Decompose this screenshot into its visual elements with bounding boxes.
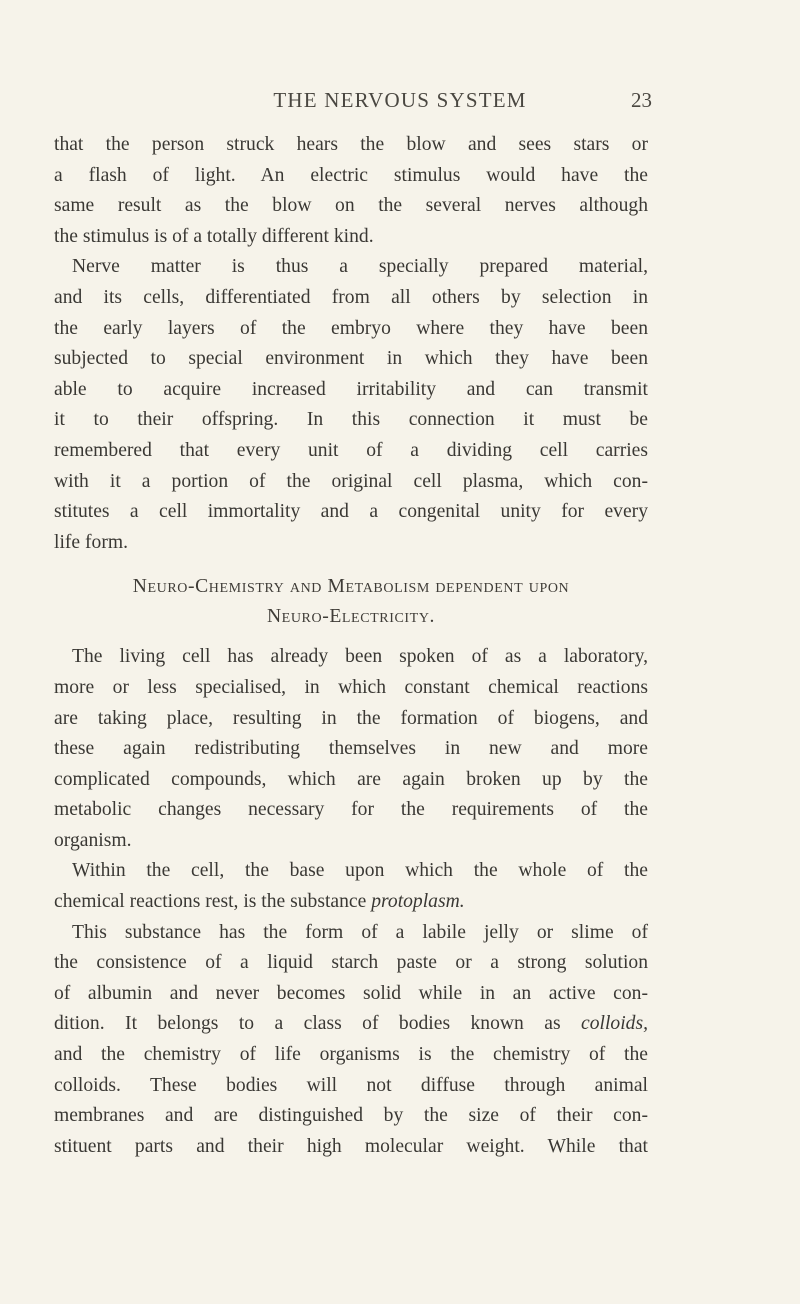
text-line: and its cells, differentiated from all others by selection in [54, 286, 648, 308]
text-line: life form. [54, 531, 128, 553]
text-line: are taking place, resulting in the formation of biogens, and [54, 707, 648, 729]
page-number: 23 [631, 88, 652, 112]
text-run: chemical reactions rest, is the substance [54, 891, 372, 913]
text-line: The living cell has already been spoken of as a laboratory, [72, 646, 648, 668]
text-line: same result as the blow on the several nerves although [54, 195, 648, 217]
running-title: THE NERVOUS SYSTEM [273, 88, 527, 112]
text-run: dition. It belongs to a class of bodies known as [54, 1013, 582, 1035]
text-line: membranes and are distinguished by the size of their con- [54, 1105, 648, 1127]
paragraph-living-cell [54, 642, 648, 856]
text-line [54, 887, 648, 918]
text-line: remembered that every unit of a dividing cell carries [54, 439, 648, 461]
text-line: stituent parts and their high molecular weight. While that [54, 1135, 648, 1157]
paragraph-continuation [54, 130, 648, 252]
italic-term-colloids: colloids, [581, 1013, 648, 1035]
text-line: subjected to special environment in which they have been [54, 348, 648, 370]
text-line: metabolic changes necessary for the requirements of the [54, 799, 648, 821]
text-line: with it a portion of the original cell plasma, which con- [54, 470, 648, 492]
section-heading-line-1: Neuro-Chemistry and Metabolism dependent upon [132, 576, 570, 598]
section-heading-line-2: Neuro-Electricity. [266, 606, 436, 628]
text-line: these again redistributing themselves in new and more [54, 738, 648, 760]
text-line: stitutes a cell immortality and a congenital unity for every [54, 501, 648, 523]
text-line [54, 1009, 648, 1040]
italic-term-protoplasm: protoplasm. [371, 891, 465, 913]
page-body [54, 130, 648, 1162]
text-line: Within the cell, the base upon which the whole of the [72, 860, 648, 882]
text-line: that the person struck hears the blow and sees stars or [54, 134, 648, 155]
section-heading [54, 572, 648, 632]
text-line: the stimulus is of a totally different kind. [54, 225, 374, 247]
text-line: more or less specialised, in which constant chemical reactions [54, 676, 648, 698]
text-line: Nerve matter is thus a specially prepared material, [72, 256, 648, 278]
text-line: the early layers of the embryo where they have been [54, 317, 648, 339]
text-line: it to their offspring. In this connection it must be [54, 409, 648, 431]
running-head [0, 88, 800, 116]
text-line: complicated compounds, which are again broken up by the [54, 768, 648, 790]
text-line: of albumin and never becomes solid while in an active con- [54, 982, 648, 1004]
paragraph-nerve-matter [54, 252, 648, 558]
text-line: This substance has the form of a labile jelly or slime of [72, 921, 648, 943]
text-line: the consistence of a liquid starch paste or a strong solution [54, 952, 648, 974]
text-line: organism. [54, 829, 132, 851]
paragraph-colloids [54, 918, 648, 1163]
text-line: able to acquire increased irritability and can transmit [54, 378, 648, 400]
text-line: and the chemistry of life organisms is the chemistry of the [54, 1044, 648, 1066]
text-line: colloids. These bodies will not diffuse through animal [54, 1074, 648, 1096]
paragraph-protoplasm [54, 856, 648, 917]
text-line: a flash of light. An electric stimulus would have the [54, 164, 648, 186]
